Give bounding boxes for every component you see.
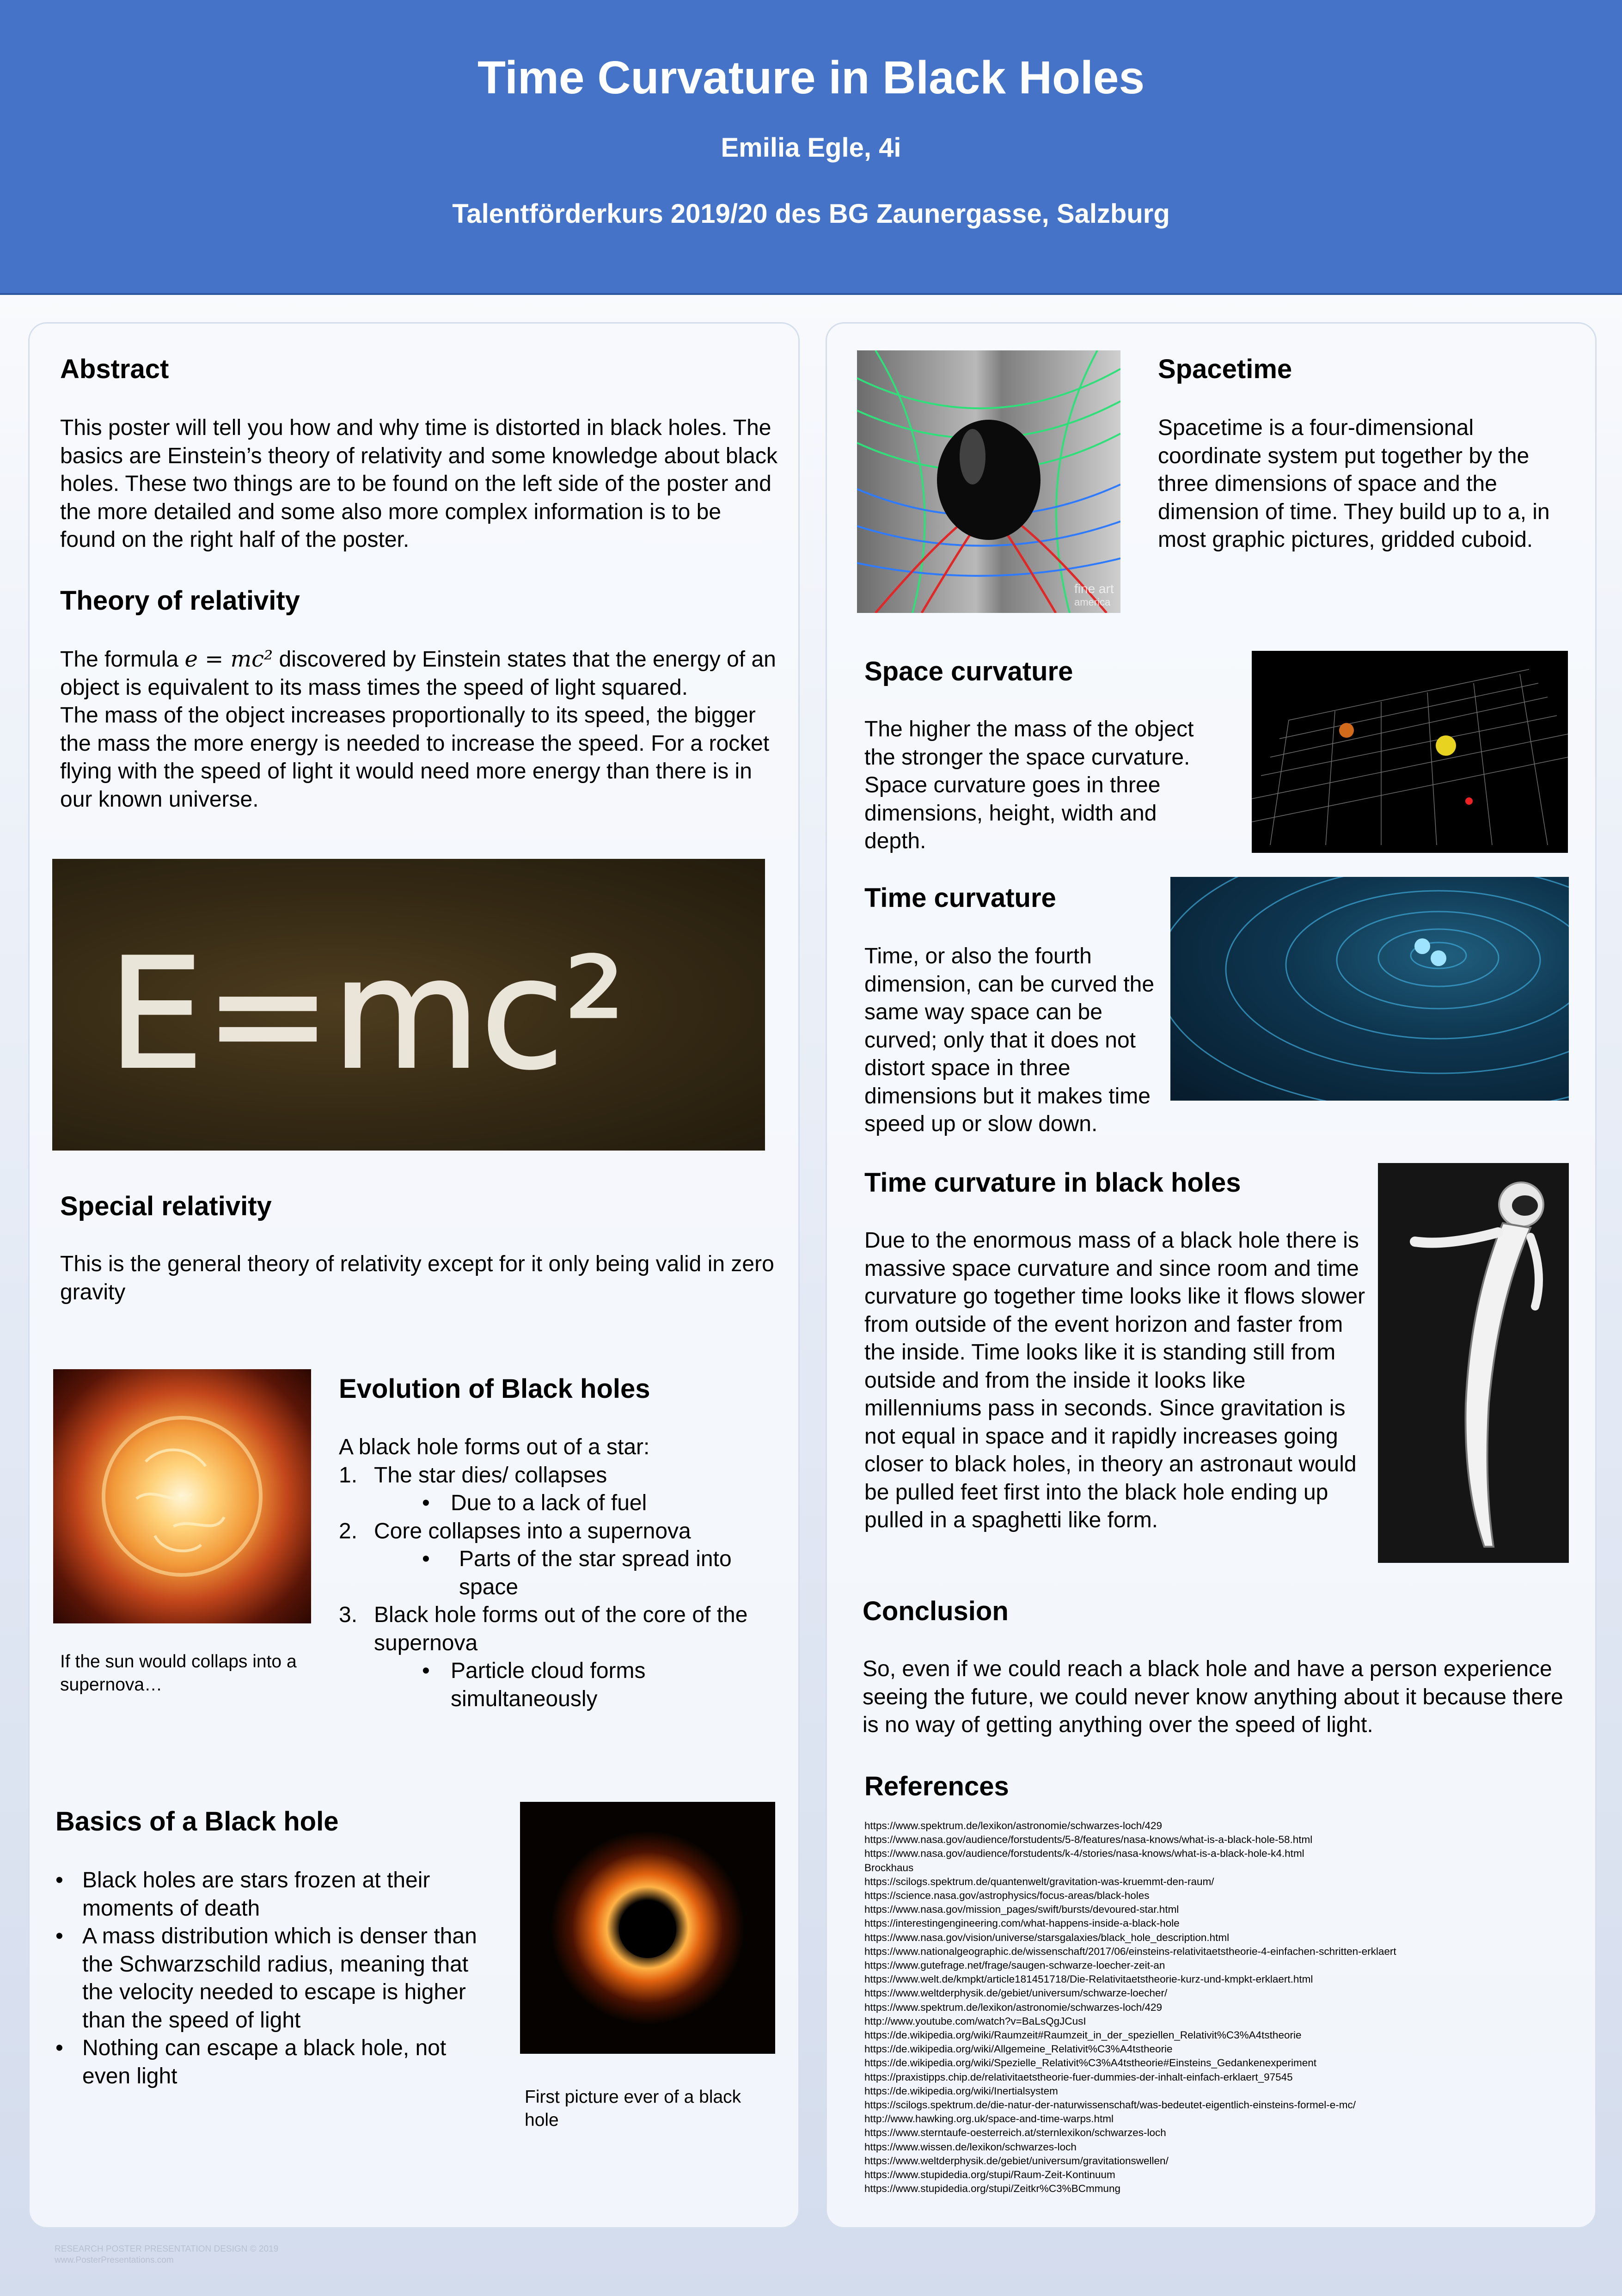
bullet-text: A mass distribution which is denser than the Schwarzschild radius, meaning that the velocity needed to escape is higher than the speed of light <box>82 1924 477 2033</box>
bullet-dot: • <box>55 2036 63 2060</box>
relativity-paragraph-1 <box>60 645 781 702</box>
poster-author: Emilia Egle, 4i <box>721 133 901 163</box>
step-text: The star dies/ collapses <box>374 1463 607 1488</box>
references-heading: References <box>864 1771 1009 1801</box>
evolution-heading: Evolution of Black holes <box>339 1374 650 1404</box>
substep-text: Due to a lack of fuel <box>451 1491 647 1515</box>
evolution-list <box>339 1433 778 1713</box>
relativity-text-before: The formula <box>60 647 185 672</box>
spaghetti-astronaut-art <box>1378 1163 1569 1563</box>
relativity-text-after: discovered by Einstein states that the energy of an object is equivalent to its mass times the speed of light squared. <box>60 647 776 700</box>
reference-item: https://www.nasa.gov/mission_pages/swift/bursts/devoured-star.html <box>864 1904 1179 1916</box>
evolution-substep <box>339 1545 778 1601</box>
reference-item: https://www.weltderphysik.de/gebiet/universum/gravitationswellen/ <box>864 2155 1169 2167</box>
references-list <box>864 1819 1576 2196</box>
conclusion-heading: Conclusion <box>863 1596 1009 1626</box>
reference-item: http://www.hawking.org.uk/space-and-time-warps.html <box>864 2113 1114 2125</box>
step-number: 3. <box>339 1603 358 1627</box>
evolution-step <box>339 1601 778 1657</box>
basics-list <box>55 1867 495 2090</box>
spacetime-art <box>857 350 1120 613</box>
bullet-text: Nothing can escape a black hole, not even light <box>82 2036 447 2088</box>
chalkboard-image <box>52 859 765 1151</box>
special-heading: Special relativity <box>60 1191 272 1221</box>
bullet-text: Black holes are stars frozen at their moments of death <box>82 1868 430 1921</box>
reference-item: https://www.spektrum.de/lexikon/astronomie/schwarzes-loch/429 <box>864 1820 1163 1831</box>
formula-inline: e = mc² <box>184 646 273 672</box>
bullet-dot: • <box>55 1868 63 1892</box>
reference-item: https://praxistipps.chip.de/relativitaetstheorie-fuer-dummies-der-inhalt-einfach-erklaert_97545 <box>864 2071 1293 2083</box>
reference-item: https://www.stupidedia.org/stupi/Zeitkr%C3%BCmmung <box>864 2183 1120 2195</box>
basics-bullet <box>55 1923 495 2034</box>
reference-item: https://www.wissen.de/lexikon/schwarzes-loch <box>864 2141 1077 2153</box>
spacetime-image <box>857 350 1120 613</box>
evolution-intro: A black hole forms out of a star: <box>339 1435 650 1459</box>
substep-text: Parts of the star spread into space <box>459 1547 732 1599</box>
bullet-dot: • <box>422 1491 430 1515</box>
evolution-substep <box>339 1657 778 1713</box>
reference-item: https://de.wikipedia.org/wiki/Allgemeine_Relativit%C3%A4tstheorie <box>864 2043 1173 2055</box>
bullet-dot: • <box>422 1659 430 1683</box>
footer-watermark <box>55 2244 278 2266</box>
spacetime-text: Spacetime is a four-dimensional coordinate system put together by the three dimensions of space and the dimension of time. They build up to a, in most graphic pictures, gridded cuboid. <box>1158 416 1550 552</box>
relativity-paragraph-2: The mass of the object increases proportionally to its speed, the bigger the mass the more energy is needed to increase the speed. For a rocket flying with the speed of light it would need more energy than there is in our known universe. <box>60 703 770 812</box>
black-hole-art <box>520 1802 775 2054</box>
evolution-step <box>339 1462 778 1490</box>
abstract-text: This poster will tell you how and why time is distorted in black holes. The basics are Einstein’s theory of relativity and some knowledge about black holes. These two things are to be found on the left side of the poster and the more detailed and some also more complex information is to be found on the right half of the poster. <box>60 416 777 552</box>
spacetime-heading: Spacetime <box>1158 354 1292 384</box>
reference-item: https://www.nationalgeographic.de/wissenschaft/2017/06/einsteins-relativitaetstheorie-4-einfachen-schritten-erklaert <box>864 1945 1396 1957</box>
reference-item: https://www.spektrum.de/lexikon/astronomie/schwarzes-loch/429 <box>864 2001 1163 2013</box>
supernova-image <box>53 1369 311 1623</box>
evolution-steps <box>339 1462 778 1714</box>
step-number: 1. <box>339 1463 358 1488</box>
reference-item: https://www.nasa.gov/audience/forstudents/k-4/stories/nasa-knows/what-is-a-black-hole-k4.html <box>864 1848 1304 1860</box>
bullet-dot: • <box>55 1924 63 1948</box>
supernova-caption: If the sun would collaps into a supernova… <box>60 1652 297 1695</box>
space-curvature-image <box>1252 651 1568 853</box>
reference-item: https://www.sterntaufe-oesterreich.at/sternlexikon/schwarzes-loch <box>864 2127 1166 2139</box>
poster-title: Time Curvature in Black Holes <box>477 52 1145 104</box>
chalk-formula-text: E=mc² <box>108 925 626 1103</box>
special-text: This is the general theory of relativity except for it only being valid in zero gravity <box>60 1252 774 1304</box>
image-credit-2: america <box>1074 596 1111 608</box>
evolution-substep <box>339 1489 778 1518</box>
reference-item: https://www.gutefrage.net/frage/saugen-schwarze-loecher-zeit-an <box>864 1959 1165 1971</box>
gravitational-waves-art <box>1170 877 1569 1101</box>
reference-item: Brockhaus <box>864 1861 914 1874</box>
astronaut-image <box>1378 1163 1569 1563</box>
reference-item: https://www.nasa.gov/audience/forstudents/5-8/features/nasa-knows/what-is-a-black-hole-58.html <box>864 1834 1313 1846</box>
reference-item: https://de.wikipedia.org/wiki/Raumzeit#Raumzeit_in_der_speziellen_Relativit%C3%A4tstheorie <box>864 2029 1302 2041</box>
reference-item: https://science.nasa.gov/astrophysics/focus-areas/black-holes <box>864 1890 1150 1902</box>
evolution-step <box>339 1518 778 1546</box>
reference-item: https://interestingengineering.com/what-happens-inside-a-black-hole <box>864 1917 1180 1929</box>
time-curvature-text: Time, or also the fourth dimension, can be curved the same way space can be curved; only that it does not distort space in three dimensions but it makes time speed up or slow down. <box>864 944 1155 1136</box>
time-curvature-heading: Time curvature <box>864 883 1056 913</box>
watermark-line-1: RESEARCH POSTER PRESENTATION DESIGN © 2019 <box>55 2244 279 2254</box>
image-credit-1: fine art <box>1074 582 1114 596</box>
watermark-line-2: www.PosterPresentations.com <box>55 2255 174 2265</box>
poster-header <box>0 0 1622 295</box>
basics-bullets <box>55 1867 495 2090</box>
relativity-heading: Theory of relativity <box>60 586 300 616</box>
step-number: 2. <box>339 1518 358 1543</box>
basics-bullet <box>55 1867 495 1923</box>
space-grid-art <box>1252 651 1568 853</box>
chalk-formula-art <box>52 859 765 1151</box>
basics-bullet <box>55 2034 495 2090</box>
basics-heading: Basics of a Black hole <box>55 1806 339 1837</box>
reference-item: http://www.youtube.com/watch?v=BaLsQgJCusI <box>864 2015 1086 2027</box>
reference-item: https://www.nasa.gov/vision/universe/starsgalaxies/black_hole_description.html <box>864 1931 1230 1943</box>
time-curvature-image <box>1170 877 1569 1101</box>
black-hole-caption: First picture ever of a black hole <box>525 2087 741 2130</box>
space-curvature-text: The higher the mass of the object the stronger the space curvature. Space curvature goes in three dimensions, height, width and depth. <box>864 717 1194 853</box>
supernova-art <box>53 1369 311 1623</box>
time-bh-text: Due to the enormous mass of a black hole there is massive space curvature and since room and time curvature go together time looks like it flows slower from outside of the event horizon and faster from the inside. Time looks like it is standing still from outside and from the inside it looks like millenniums pass in seconds. Since gravitation is not equal in space and it rapidly increases going closer to black holes, in theory an astronaut would be pulled feet first into the black hole ending up pulled in a spaghetti like form. <box>864 1228 1365 1532</box>
reference-item: https://scilogs.spektrum.de/quantenwelt/gravitation-was-kruemmt-den-raum/ <box>864 1875 1214 1887</box>
substep-text: Particle cloud forms simultaneously <box>451 1659 646 1711</box>
poster-course: Talentförderkurs 2019/20 des BG Zaunergasse, Salzburg <box>452 199 1170 229</box>
step-text: Black hole forms out of the core of the supernova <box>374 1603 748 1655</box>
reference-item: https://de.wikipedia.org/wiki/Spezielle_Relativit%C3%A4tstheorie#Einsteins_Gedankenexperiment <box>864 2057 1317 2069</box>
relativity-text <box>60 645 781 814</box>
step-text: Core collapses into a supernova <box>374 1518 691 1543</box>
space-curvature-heading: Space curvature <box>864 656 1073 686</box>
reference-item: https://de.wikipedia.org/wiki/Inertialsystem <box>864 2085 1058 2097</box>
reference-item: https://www.welt.de/kmpkt/article181451718/Die-Relativitaetstheorie-kurz-und-kmpkt-erklaert.html <box>864 1973 1313 1985</box>
reference-item: https://www.stupidedia.org/stupi/Raum-Zeit-Kontinuum <box>864 2169 1115 2181</box>
reference-item: https://scilogs.spektrum.de/die-natur-der-naturwissenschaft/was-bedeutet-eigentlich-einsteins-formel-e-mc/ <box>864 2099 1356 2111</box>
abstract-heading: Abstract <box>60 354 169 384</box>
time-bh-heading: Time curvature in black holes <box>864 1168 1241 1198</box>
black-hole-photo <box>520 1802 775 2054</box>
bullet-dot: • <box>422 1547 430 1571</box>
reference-item: https://www.weltderphysik.de/gebiet/universum/schwarze-loecher/ <box>864 1987 1168 1999</box>
conclusion-text: So, even if we could reach a black hole and have a person experience seeing the future, we could never know anything about it because there is no way of getting anything over the speed of light. <box>863 1657 1563 1737</box>
